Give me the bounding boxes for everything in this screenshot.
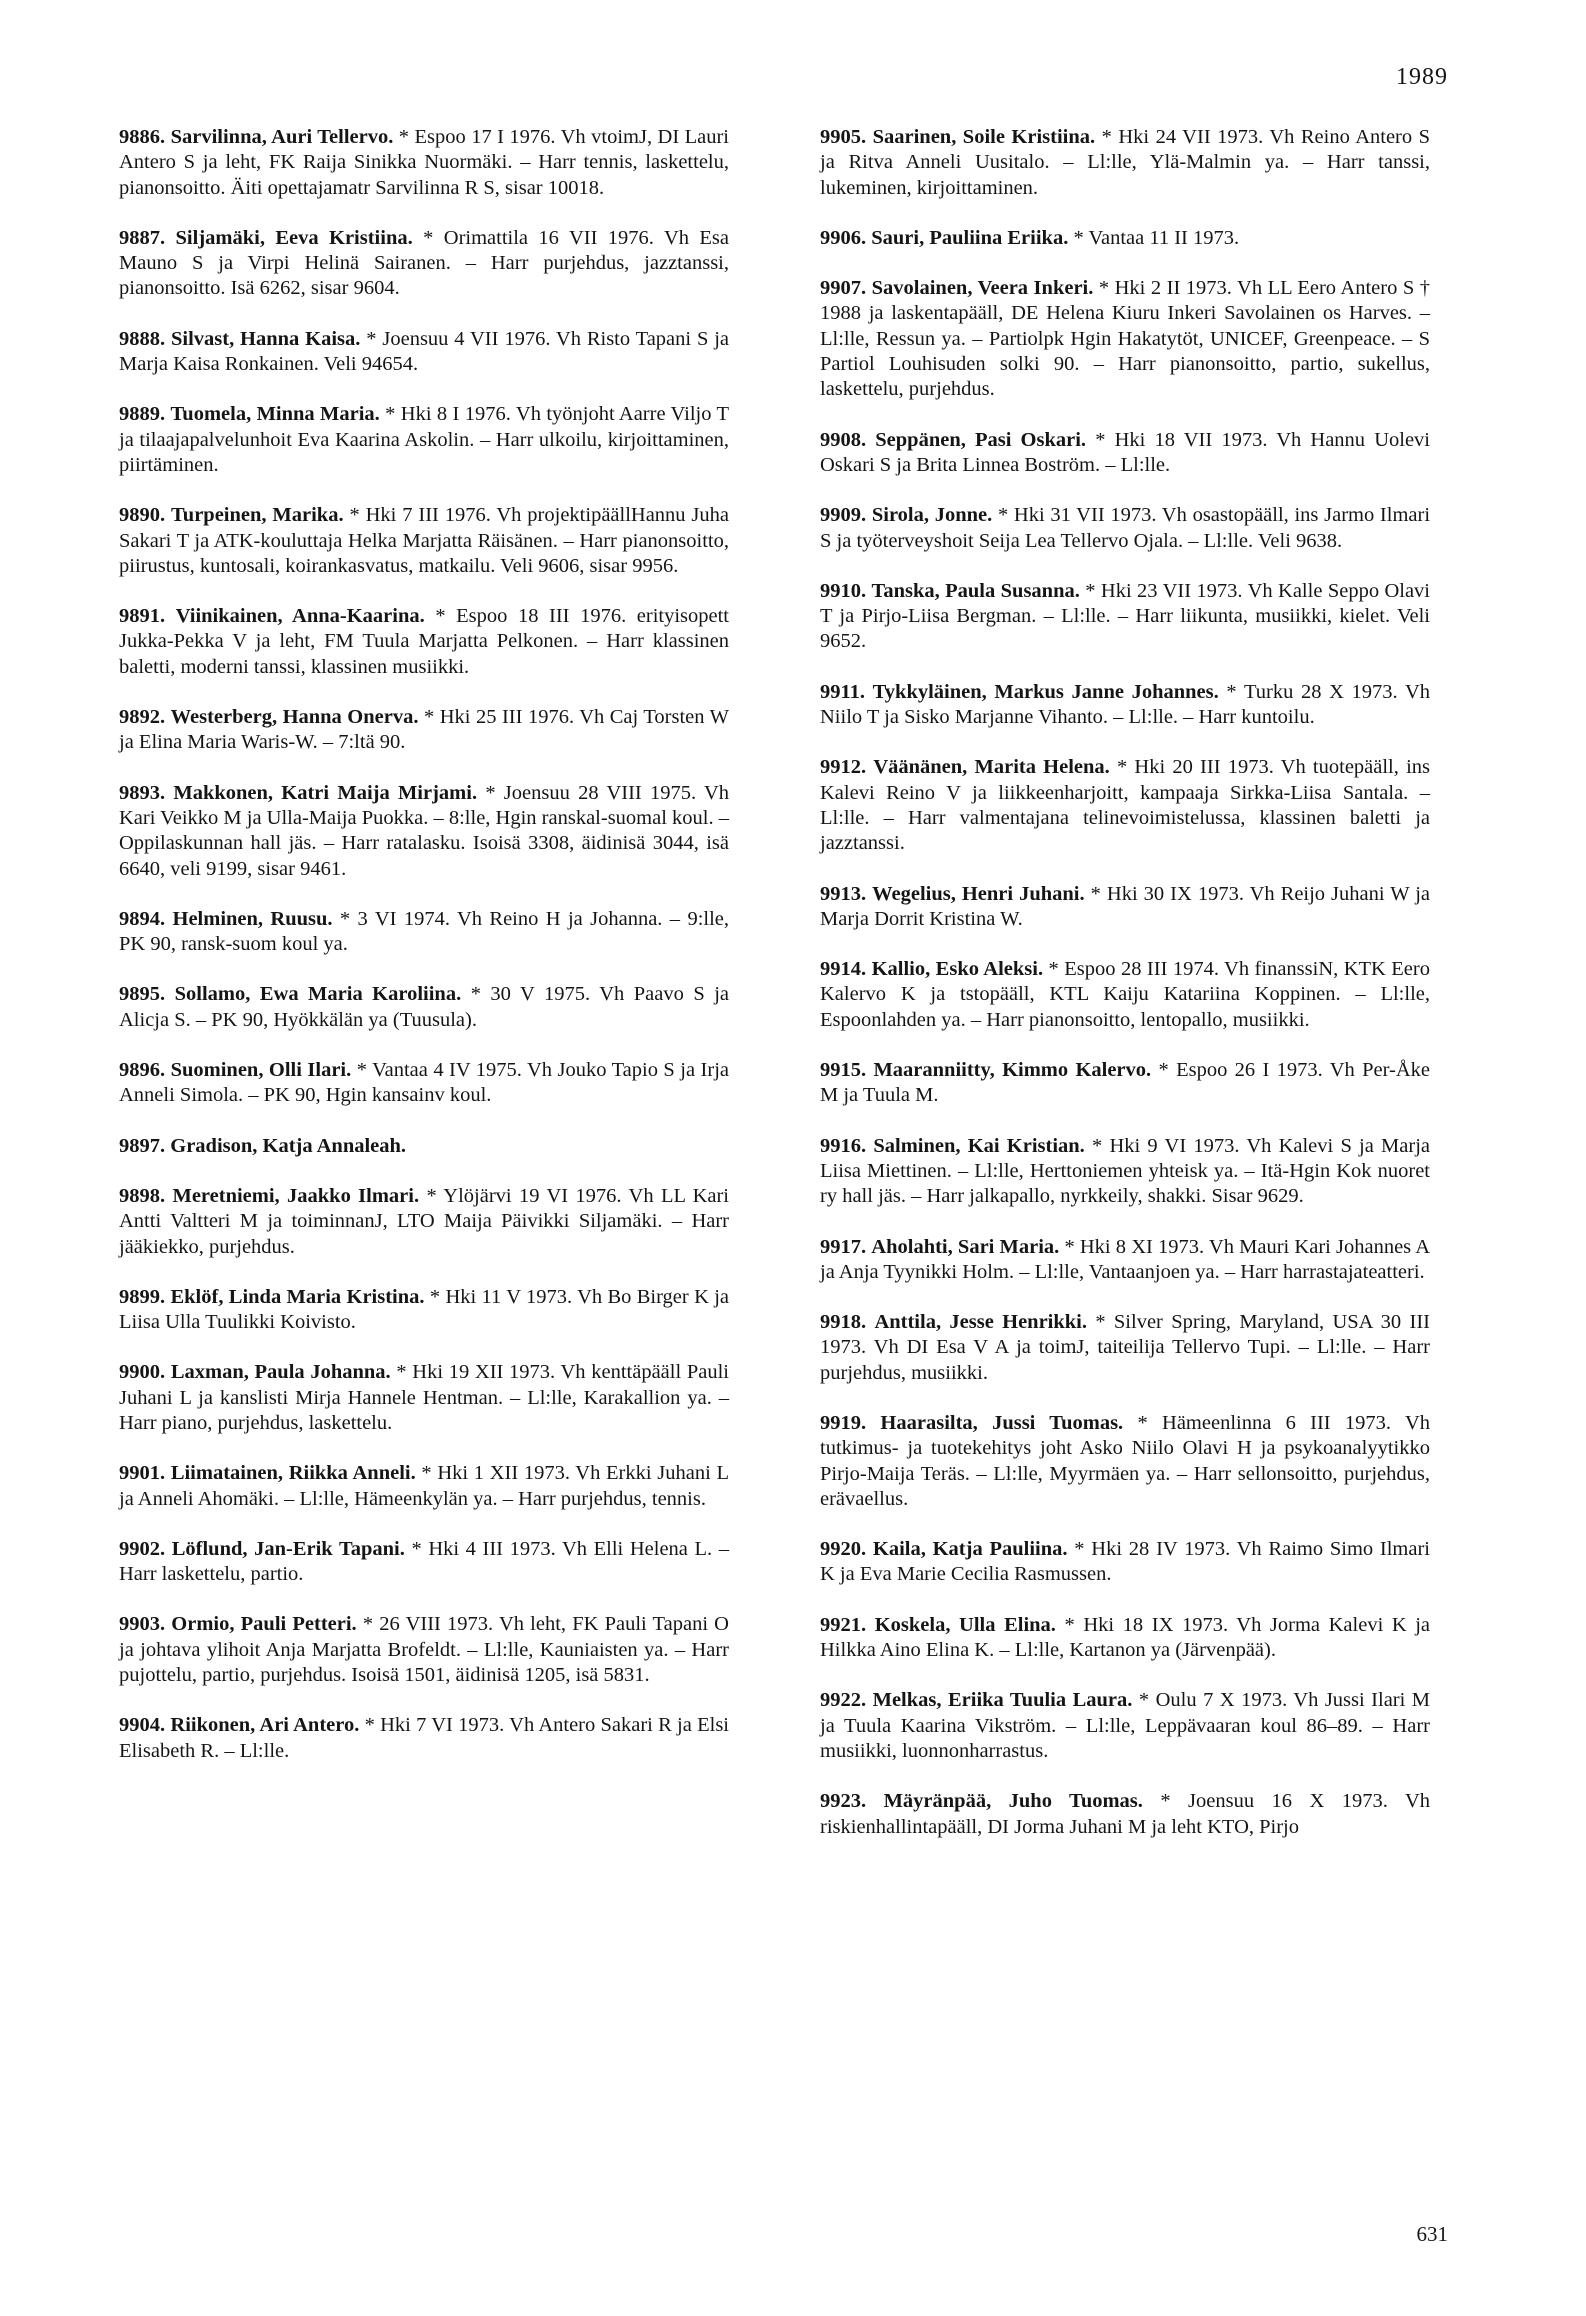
entry <box>820 428 1430 479</box>
entry-name: Saarinen, Soile Kristiina. <box>872 126 1096 148</box>
entry-name: Kaila, Katja Pauliina. <box>872 1538 1068 1561</box>
column-right <box>820 125 1430 1865</box>
entry <box>820 226 1430 251</box>
entry-text: * Hki 20 III 1973. Vh tuotepääll, ins Kalevi Reino V ja liikkeenharjoitt, kampaaja Sirkka-Liisa Santala. – Ll:lle. – Harr valmentajana telinevoimistelussa, klassinen baletti ja jazztanssi. <box>820 756 1430 855</box>
entry <box>119 226 729 302</box>
entry-text: * 30 V 1975. Vh Paavo S ja Alicja S. – PK 90, Hyökkälän ya (Tuusula). <box>119 983 730 1031</box>
entry <box>820 503 1430 554</box>
entry-name: Helminen, Ruusu. <box>172 907 333 930</box>
entry-name: Sollamo, Ewa Maria Karoliina. <box>174 983 462 1006</box>
entry-name: Koskela, Ulla Elina. <box>874 1613 1056 1636</box>
entry-text: * Hki 8 XI 1973. Vh Mauri Kari Johannes A ja Anja Tyynikki Holm. – Ll:lle, Vantaanjoen ya. – Harr harrastajateatteri. <box>820 1235 1430 1283</box>
entry-number: 9914. <box>820 958 867 981</box>
entry-text: * Hki 2 II 1973. Vh LL Eero Antero S † 1988 ja laskentapääll, DE Helena Kiuru Inkeri Savolainen os Harves. – Ll:lle, Ressun ya. – Partiolpk Hgin Hakatytöt, UNICEF, Greenpeace. – S Partiol Louhisuden solki 90. – Harr pianonsoitto, partio, sukellus, laskettelu, purjehdus. <box>820 277 1431 401</box>
entry-text: * Hki 1 XII 1973. Vh Erkki Juhani L ja Anneli Ahomäki. – Ll:lle, Hämeenkylän ya. – Harr purjehdus, tennis. <box>119 1462 730 1510</box>
entry-text: * Hki 4 III 1973. Vh Elli Helena L. – Harr laskettelu, partio. <box>119 1537 729 1586</box>
entry-name: Maaranniitty, Kimmo Kalervo. <box>873 1059 1152 1082</box>
entry-name: Tuomela, Minna Maria. <box>170 403 380 426</box>
entry <box>820 1310 1430 1386</box>
page-number: 631 <box>1416 2222 1448 2246</box>
entry-text: * Hki 30 IX 1973. Vh Reijo Juhani W ja Marja Dorrit Kristina W. <box>820 882 1431 930</box>
entry-number: 9916. <box>820 1134 867 1157</box>
entry-number: 9913. <box>820 882 867 905</box>
entry-number: 9893. <box>119 781 166 804</box>
entry-name: Sarvilinna, Auri Tellervo. <box>170 126 394 148</box>
entry-name: Sauri, Pauliina Eriika. <box>871 226 1069 249</box>
entry-number: 9897. <box>119 1134 166 1157</box>
entry-number: 9896. <box>119 1059 166 1082</box>
entry-name: Wegelius, Henri Juhani. <box>872 882 1085 905</box>
entry-text: * Espoo 26 I 1973. Vh Per-Åke M ja Tuula M. <box>820 1059 1430 1107</box>
entry-number: 9908. <box>820 428 867 451</box>
entry <box>119 1713 729 1764</box>
entry-name: Kallio, Esko Aleksi. <box>871 958 1044 981</box>
entry <box>119 705 729 756</box>
entry-number: 9915. <box>820 1059 867 1082</box>
entry-name: Suominen, Olli Ilari. <box>170 1059 352 1082</box>
entry-text: * Vantaa 11 II 1973. <box>1068 226 1240 249</box>
entry-number: 9900. <box>119 1361 166 1384</box>
entry-text: * Hki 9 VI 1973. Vh Kalevi S ja Marja Liisa Miettinen. – Ll:lle, Herttoniemen yhteisk ya. – Itä-Hgin Kok nuoret ry hall jäs. – Harr jalkapallo, nyrkkeily, shakki. Sisar 9629. <box>820 1134 1430 1208</box>
entry-name: Aholahti, Sari Maria. <box>871 1235 1060 1258</box>
entry <box>820 957 1430 1033</box>
entry-number: 9890. <box>119 504 166 527</box>
entry-name: Seppänen, Pasi Oskari. <box>875 428 1087 451</box>
entry-name: Siljamäki, Eeva Kristiina. <box>175 226 413 249</box>
entry-name: Westerberg, Hanna Onerva. <box>170 706 419 729</box>
entry-name: Melkas, Eriika Tuulia Laura. <box>872 1689 1133 1712</box>
entry-name: Laxman, Paula Johanna. <box>170 1361 391 1384</box>
entry-name: Tykkyläinen, Markus Janne Johannes. <box>872 680 1219 703</box>
entry <box>820 276 1430 402</box>
entry <box>119 1461 729 1512</box>
entry <box>820 1411 1430 1512</box>
entry-text: * Joensuu 28 VIII 1975. Vh Kari Veikko M ja Ulla-Maija Puokka. – 8:lle, Hgin ranskal-suomal koul. – Oppilaskunnan hall jäs. – Harr ratalasku. Isoisä 3308, äidinisä 3044, isä 6640, veli 9199, sisar 9461. <box>119 781 730 880</box>
entry <box>119 1184 729 1260</box>
entry-number: 9892. <box>119 706 166 729</box>
entry-number: 9920. <box>820 1538 867 1561</box>
entry <box>119 1360 729 1436</box>
entry-text: * Orimattila 16 VII 1976. Vh Esa Mauno S ja Virpi Helinä Sairanen. – Harr purjehdus, jazztanssi, pianonsoitto. Isä 6262, sisar 9604. <box>119 226 730 300</box>
entry-text: * Hki 24 VII 1973. Vh Reino Antero S ja Ritva Anneli Uusitalo. – Ll:lle, Ylä-Malmin ya. – Harr tanssi, lukeminen, kirjoittaminen. <box>820 126 1431 199</box>
entry-name: Löflund, Jan-Erik Tapani. <box>171 1537 405 1560</box>
entry-text: * Hki 8 I 1976. Vh työnjoht Aarre Viljo T ja tilaajapalvelunhoit Eva Kaarina Askolin. – Harr ulkoilu, kirjoittaminen, piirtäminen. <box>119 403 729 476</box>
entry <box>119 503 729 579</box>
entry <box>119 1285 729 1336</box>
entry-number: 9888. <box>119 327 166 350</box>
entry-text: * Joensuu 16 X 1973. Vh riskienhallintapääll, DI Jorma Juhani M ja leht KTO, Pirjo <box>820 1790 1431 1838</box>
entry <box>119 402 729 478</box>
entry-number: 9917. <box>820 1235 867 1258</box>
entry-text: * Espoo 18 III 1976. erityisopett Jukka-Pekka V ja leht, FM Tuula Marjatta Pelkonen. – Harr klassinen baletti, moderni tanssi, klassinen musiikki. <box>119 605 729 678</box>
entry-number: 9894. <box>119 907 166 930</box>
entry-number: 9901. <box>119 1462 166 1485</box>
entry-text: * Espoo 17 I 1976. Vh vtoimJ, DI Lauri Antero S ja leht, FK Raija Sinikka Nuormäki. – Harr tennis, laskettelu, pianonsoitto. Äiti opettajamatr Sarvilinna R S, sisar 10018. <box>119 126 729 199</box>
entry-number: 9902. <box>119 1537 166 1560</box>
entry-text: * 26 VIII 1973. Vh leht, FK Pauli Tapani O ja johtava ylihoit Anja Marjatta Brofeldt. – Ll:lle, Kauniaisten ya. – Harr pujottelu, partio, purjehdus. Isoisä 1501, äidinisä 1205, isä 5831. <box>119 1613 729 1687</box>
entry-text: * Ylöjärvi 19 VI 1976. Vh LL Kari Antti Valtteri M ja toiminnanJ, LTO Maija Päivikki Siljamäki. – Harr jääkiekko, purjehdus. <box>119 1184 730 1258</box>
entry <box>820 1789 1430 1840</box>
entry-number: 9918. <box>820 1311 867 1334</box>
entry-name: Silvast, Hanna Kaisa. <box>170 327 361 350</box>
entry-text: * Hki 18 VII 1973. Vh Hannu Uolevi Oskari S ja Brita Linnea Boström. – Ll:lle. <box>820 428 1430 476</box>
entry <box>820 1613 1430 1664</box>
entry-number: 9921. <box>820 1613 867 1636</box>
entry-number: 9909. <box>820 504 867 527</box>
entry <box>820 1537 1430 1588</box>
entry-text: * Hki 28 IV 1973. Vh Raimo Simo Ilmari K ja Eva Marie Cecilia Rasmussen. <box>820 1538 1430 1586</box>
entry-number: 9899. <box>119 1285 166 1308</box>
entry-name: Turpeinen, Marika. <box>171 504 344 527</box>
entry <box>820 1058 1430 1109</box>
entry-name: Savolainen, Veera Inkeri. <box>871 277 1094 300</box>
entry-number: 9919. <box>820 1411 867 1434</box>
entry-number: 9905. <box>820 126 867 148</box>
entry-name: Tanska, Paula Susanna. <box>871 579 1080 602</box>
entry <box>119 907 729 958</box>
entry-number: 9907. <box>820 277 867 300</box>
entry-number: 9922. <box>820 1689 867 1712</box>
entry-text: * Hki 23 VII 1973. Vh Kalle Seppo Olavi T ja Pirjo-Liisa Bergman. – Ll:lle. – Harr liikunta, musiikki, kielet. Veli 9652. <box>820 579 1431 653</box>
entry-number: 9895. <box>119 983 166 1006</box>
entry-text: * Espoo 28 III 1974. Vh finanssiN, KTK Eero Kalervo K ja tstopääll, KTL Kaiju Katariina Koppinen. – Ll:lle, Espoonlahden ya. – Harr pianonsoitto, lentopallo, musiikki. <box>820 958 1430 1031</box>
entry-name: Väänänen, Marita Helena. <box>873 756 1110 779</box>
entry <box>820 1134 1430 1210</box>
entry-name: Viinikainen, Anna-Kaarina. <box>175 605 425 628</box>
entry-text: * Hki 31 VII 1973. Vh osastopääll, ins Jarmo Ilmari S ja työterveyshoit Seija Lea Tellervo Ojala. – Ll:lle. Veli 9638. <box>820 504 1431 552</box>
entry <box>820 579 1430 655</box>
entry-number: 9910. <box>820 579 867 602</box>
entry-text: * Silver Spring, Maryland, USA 30 III 1973. Vh DI Esa V A ja toimJ, taiteilija Tellervo Tupi. – Ll:lle. – Harr purjehdus, musiikki. <box>820 1311 1430 1384</box>
entry-number: 9904. <box>119 1714 166 1737</box>
entry-text: * Hki 7 VI 1973. Vh Antero Sakari R ja Elsi Elisabeth R. – Ll:lle. <box>119 1714 729 1762</box>
entry-text: * Oulu 7 X 1973. Vh Jussi Ilari M ja Tuula Kaarina Vikström. – Ll:lle, Leppävaaran koul 86–89. – Harr musiikki, luonnonharrastus. <box>820 1689 1431 1762</box>
entry-name: Ormio, Pauli Petteri. <box>171 1613 357 1636</box>
entry <box>820 755 1430 856</box>
entry-text: * Turku 28 X 1973. Vh Niilo T ja Sisko Marjanne Vihanto. – Ll:lle. – Harr kuntoilu. <box>820 680 1431 729</box>
page-year: 1989 <box>1396 64 1448 90</box>
entry <box>820 680 1430 731</box>
entry-number: 9889. <box>119 403 166 426</box>
entry-text: * Hki 18 IX 1973. Vh Jorma Kalevi K ja Hilkka Aino Elina K. – Ll:lle, Kartanon ya (Järvenpää). <box>820 1613 1431 1662</box>
entry-number: 9886. <box>119 126 166 148</box>
entry <box>119 327 729 378</box>
entry <box>119 1612 729 1688</box>
entry-name: Riikonen, Ari Antero. <box>170 1714 360 1737</box>
entry <box>820 882 1430 933</box>
entry-name: Mäyränpää, Juho Tuomas. <box>883 1790 1143 1813</box>
entry-number: 9912. <box>820 756 867 779</box>
entry-number: 9887. <box>119 226 166 249</box>
entry <box>119 781 729 882</box>
entry-name: Liimatainen, Riikka Anneli. <box>170 1462 416 1485</box>
entry-text: * Hki 7 III 1976. Vh projektipäällHannu Juha Sakari T ja ATK-kouluttaja Helka Marjatta Räisänen. – Harr pianonsoitto, piirustus, kuntosali, koirankasvatus, matkailu. Veli 9606, sisar 9956. <box>119 504 730 577</box>
entry <box>820 1688 1430 1764</box>
entry-text: * Vantaa 4 IV 1975. Vh Jouko Tapio S ja Irja Anneli Simola. – PK 90, Hgin kansainv koul. <box>119 1059 729 1107</box>
entry-name: Eklöf, Linda Maria Kristina. <box>170 1285 425 1308</box>
entry-name: Makkonen, Katri Maija Mirjami. <box>173 781 478 804</box>
entry <box>119 604 729 680</box>
entry <box>119 1537 729 1588</box>
entry-text: * Hki 19 XII 1973. Vh kenttäpääll Pauli Juhani L ja kanslisti Mirja Hannele Hentman. – Ll:lle, Karakallion ya. – Harr piano, purjehdus, laskettelu. <box>119 1361 729 1434</box>
entry-name: Salminen, Kai Kristian. <box>873 1134 1085 1157</box>
entry-number: 9911. <box>820 680 865 703</box>
entry-number: 9923. <box>820 1790 867 1813</box>
entry-text: * Joensuu 4 VII 1976. Vh Risto Tapani S ja Marja Kaisa Ronkainen. Veli 94654. <box>119 327 729 376</box>
entry-name: Gradison, Katja Annaleah. <box>170 1134 407 1157</box>
entry-text: * Hämeenlinna 6 III 1973. Vh tutkimus- ja tuotekehitys joht Asko Niilo Olavi H ja psykoanalyytikko Pirjo-Maija Teräs. – Ll:lle, Myyrmäen ya. – Harr sellonsoitto, purjehdus, erävaellus. <box>820 1411 1431 1510</box>
entry-text: * Hki 25 III 1976. Vh Caj Torsten W ja Elina Maria Waris-W. – 7:ltä 90. <box>119 706 729 754</box>
entry-number: 9898. <box>119 1184 166 1207</box>
column-left <box>119 125 729 1789</box>
entry-text: * 3 VI 1974. Vh Reino H ja Johanna. – 9:lle, PK 90, ransk-suom koul ya. <box>119 907 729 956</box>
entry-number: 9891. <box>119 605 166 628</box>
entry-name: Sirola, Jonne. <box>871 504 993 527</box>
entry <box>820 125 1430 201</box>
entry <box>119 1134 729 1159</box>
entry-name: Anttila, Jesse Henrikki. <box>874 1311 1087 1334</box>
entry-number: 9903. <box>119 1613 166 1636</box>
entry <box>820 1235 1430 1286</box>
entry-number: 9906. <box>820 226 867 249</box>
entry-text: * Hki 11 V 1973. Vh Bo Birger K ja Liisa Ulla Tuulikki Koivisto. <box>119 1285 730 1334</box>
entry <box>119 982 729 1033</box>
entry-name: Haarasilta, Jussi Tuomas. <box>880 1411 1124 1434</box>
entry <box>119 1058 729 1109</box>
entry-name: Meretniemi, Jaakko Ilmari. <box>172 1184 420 1207</box>
entry <box>119 125 729 201</box>
